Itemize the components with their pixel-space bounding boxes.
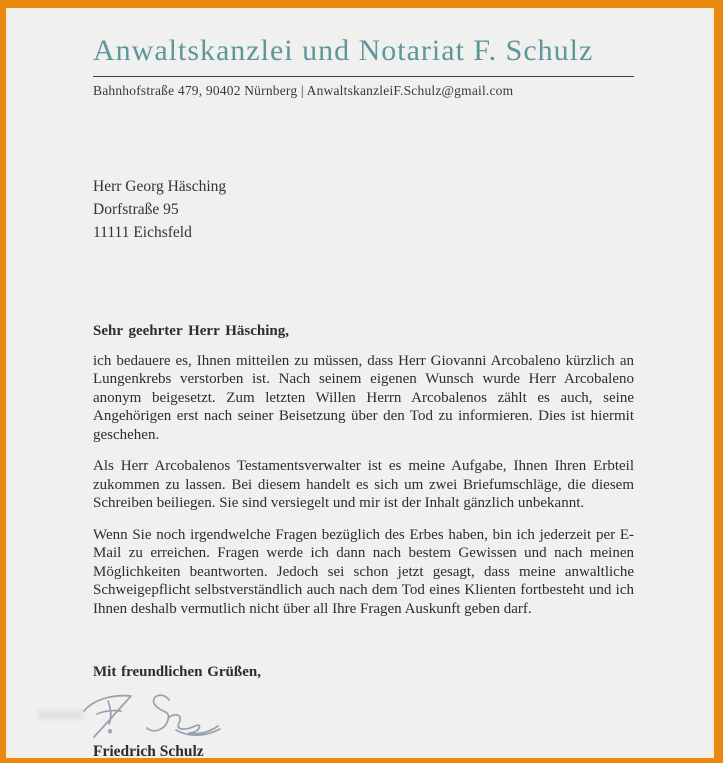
firm-title: Anwaltskanzlei und Notariat F. Schulz xyxy=(93,34,594,67)
recipient-city: 11111 Eichsfeld xyxy=(93,223,192,241)
signature-icon xyxy=(79,687,229,741)
signer-name: Friedrich Schulz xyxy=(93,743,204,760)
watermark xyxy=(38,710,84,720)
body-paragraph-3: Wenn Sie noch irgendwelche Fragen bezüglich des Erbes haben, bin ich jederzeit per E-Mail zu erreichen. Fragen werde ich dann nach bestem Gewissen und nach meinen Möglichkeiten beantworten. Jedoch sei schon jetzt gesagt, dass meine anwaltliche Schweigepflicht selbstverständlich auch nach dem Tod eines Klienten fortbesteht und ich Ihnen deshalb vermutlich nicht über all Ihre Fragen Auskunft geben darf. xyxy=(93,526,634,617)
body-paragraph-2: Als Herr Arcobalenos Testamentsverwalter ist es meine Aufgabe, Ihnen Ihren Erbteil zukommen zu lassen. Bei diesem handelt es sich um zwei Briefumschläge, die diesem Schreiben beiliegen. Sie sind versiegelt und mir ist der Inhalt gänzlich unbekannt. xyxy=(93,458,634,511)
contact-line: Bahnhofstraße 479, 90402 Nürnberg | AnwaltskanzleiF.Schulz@gmail.com xyxy=(93,82,514,98)
letter-content xyxy=(6,8,714,758)
letterhead xyxy=(93,34,634,99)
title-divider xyxy=(93,76,634,77)
recipient-address-block xyxy=(93,175,634,244)
closing-line: Mit freundlichen Grüßen, xyxy=(93,664,261,680)
recipient-street: Dorfstraße 95 xyxy=(93,200,179,218)
body-paragraph-1: ich bedauere es, Ihnen mitteilen zu müssen, dass Herr Giovanni Arcobaleno kürzlich an Lungenkrebs verstorben ist. Nach seinem eigenen Wunsch wurde Herr Arcobaleno anonym beigesetzt. Zum letzten Willen Herrn Arcobalenos zählt es auch, seine Angehörigen erst nach seiner Beisetzung über den Tod zu informieren. Dies ist hiermit geschehen. xyxy=(93,352,634,443)
recipient-name: Herr Georg Häsching xyxy=(93,177,227,195)
salutation: Sehr geehrter Herr Häsching, xyxy=(93,322,289,339)
